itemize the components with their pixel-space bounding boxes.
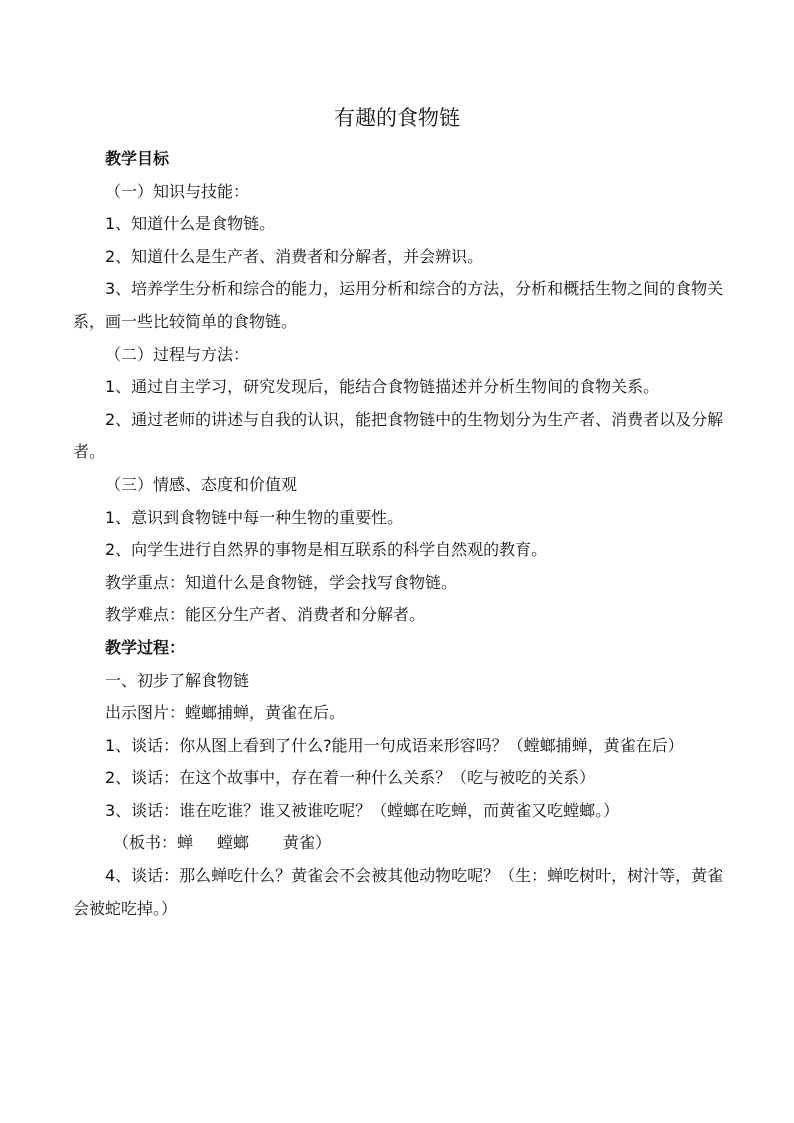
paragraph: 出示图片：螳螂捕蝉，黄雀在后。 [105, 703, 346, 723]
document-title: 有趣的食物链 [334, 106, 460, 130]
paragraph: 1、通过自主学习，研究发现后，能结合食物链描述并分析生物间的食物关系。 [105, 377, 660, 397]
section-heading-process: 教学过程： [105, 637, 186, 657]
subsection-heading-knowledge: （一）知识与技能： [105, 181, 250, 201]
subsection-heading-attitude: （三）情感、态度和价值观 [105, 474, 298, 494]
board-note-item: 蝉 [177, 833, 194, 853]
paragraph: 2、通过老师的讲述与自我的认识，能把食物链中的生物划分为生产者、消费者以及分解者。 [73, 409, 724, 462]
board-note [73, 827, 728, 860]
paragraph: 2、谈话：在这个故事中，存在着一种什么关系？（吃与被吃的关系） [105, 768, 596, 788]
paragraph: 1、谈话：你从图上看到了什么?能用一句成语来形容吗？（螳螂捕蝉，黄雀在后） [105, 735, 684, 755]
paragraph: 1、知道什么是食物链。 [105, 214, 276, 234]
board-note-open: （板书： [113, 833, 178, 853]
step-heading: 一、初步了解食物链 [105, 670, 250, 690]
paragraph: 3、培养学生分析和综合的能力，运用分析和综合的方法，分析和概括生物之间的食物关系，画一些比较简单的食物链。 [73, 279, 724, 331]
section-heading-objectives: 教学目标 [105, 149, 170, 168]
key-point: 教学重点：知道什么是食物链，学会找写食物链。 [105, 572, 458, 592]
paragraph: 3、谈话：谁在吃谁？谁又被谁吃呢？（螳螂在吃蝉，而黄雀又吃螳螂。） [105, 800, 620, 820]
board-note-item: 螳螂 [217, 833, 250, 853]
document-body [73, 143, 728, 925]
subsection-heading-process: （二）过程与方法： [105, 344, 250, 364]
paragraph: 4、谈话：那么蝉吃什么？黄雀会不会被其他动物吃呢？（生：蝉吃树叶，树汁等，黄雀会被蛇吃掉。） [73, 866, 724, 918]
difficult-point: 教学难点：能区分生产者、消费者和分解者。 [105, 605, 426, 625]
paragraph: 2、向学生进行自然界的事物是相互联系的科学自然观的教育。 [105, 540, 548, 560]
paragraph: 2、知道什么是生产者、消费者和分解者，并会辨识。 [105, 246, 484, 266]
paragraph: 1、意识到食物链中每一种生物的重要性。 [105, 507, 404, 527]
board-note-close: ） [315, 833, 332, 853]
board-note-item: 黄雀 [283, 833, 316, 853]
